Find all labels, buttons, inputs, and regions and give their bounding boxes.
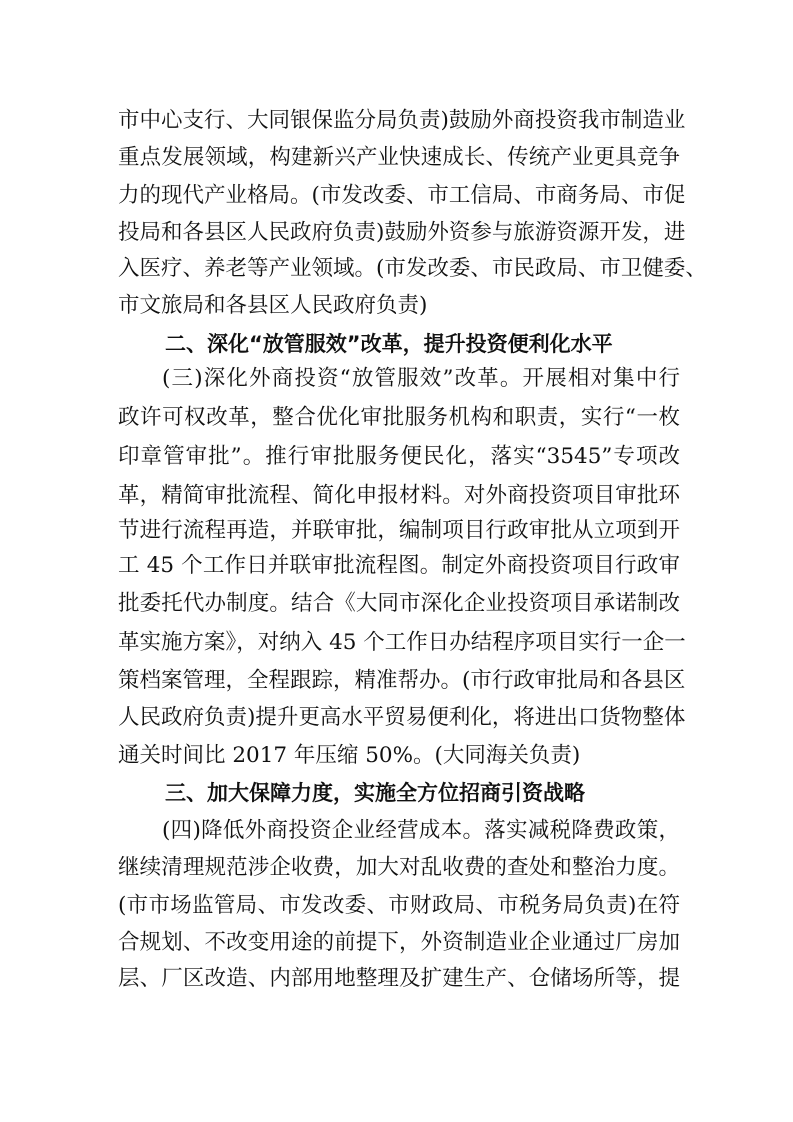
paragraph-line: 工 45 个工作日并联审批流程图。制定外商投资项目行政审 [118, 553, 680, 578]
paragraph-line: 节进行流程再造，并联审批，编制项目行政审批从立项到开 [118, 518, 680, 543]
paragraph-line: 革实施方案》，对纳入 45 个工作日办结程序项目实行一企一 [118, 630, 686, 655]
paragraph-line: 市文旅局和各县区人民政府负责) [118, 293, 428, 318]
paragraph-line: (三)深化外商投资“放管服效”改革。开展相对集中行 [162, 366, 680, 391]
paragraph-line: 层、厂区改造、内部用地整理及扩建生产、仓储场所等，提 [118, 966, 680, 991]
paragraph-line: 重点发展领域，构建新兴产业快速成长、传统产业更具竞争 [118, 145, 680, 170]
section-heading: 三、加大保障力度，实施全方位招商引资战略 [165, 781, 585, 805]
paragraph-line: 印章管审批”。推行审批服务便民化，落实“3545”专项改 [118, 444, 680, 469]
paragraph-line: 市中心支行、大同银保监分局负责)鼓励外商投资我市制造业 [118, 108, 686, 133]
paragraph-line: 革，精简审批流程、简化申报材料。对外商投资项目审批环 [118, 483, 680, 508]
paragraph-line: 通关时间比 2017 年压缩 50%。(大同海关负责) [118, 743, 581, 768]
paragraph-line: 人民政府负责)提升更高水平贸易便利化，将进出口货物整体 [118, 705, 686, 730]
paragraph-line: 投局和各县区人民政府负责)鼓励外资参与旅游资源开发，进 [118, 220, 686, 245]
paragraph-line: 策档案管理，全程跟踪，精准帮办。(市行政审批局和各县区 [118, 668, 686, 693]
paragraph-line: 政许可权改革，整合优化审批服务机构和职责，实行“一枚 [118, 405, 680, 430]
paragraph-line: 批委托代办制度。结合《大同市深化企业投资项目承诺制改 [118, 591, 680, 616]
paragraph-line: 继续清理规范涉企收费，加大对乱收费的查处和整治力度。 [118, 855, 680, 880]
paragraph-line: (四)降低外商投资企业经营成本。落实减税降费政策， [162, 818, 680, 843]
paragraph-line: 力的现代产业格局。(市发改委、市工信局、市商务局、市促 [118, 183, 686, 208]
section-heading: 二、深化“放管服效”改革，提升投资便利化水平 [165, 332, 613, 356]
paragraph-line: (市市场监管局、市发改委、市财政局、市税务局负责)在符 [118, 893, 680, 918]
paragraph-line: 合规划、不改变用途的前提下，外资制造业企业通过厂房加 [118, 930, 680, 955]
paragraph-line: 入医疗、养老等产业领域。(市发改委、市民政局、市卫健委、 [118, 256, 707, 281]
